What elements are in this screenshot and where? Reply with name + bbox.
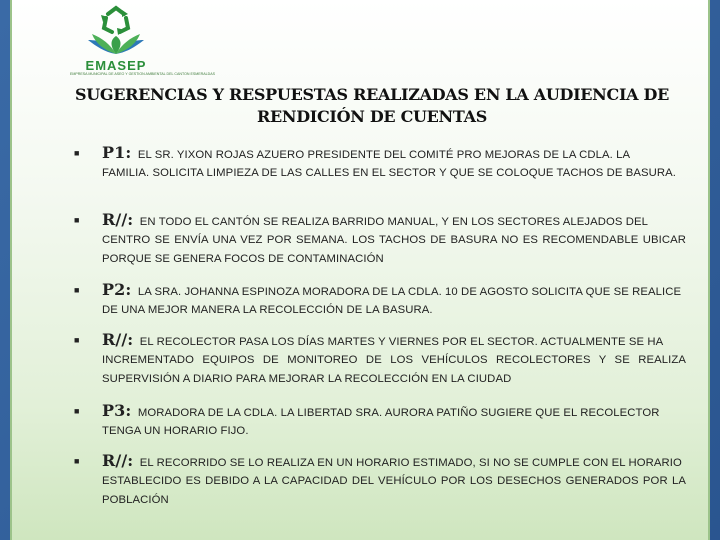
logo-wordmark: EMASEP [85,58,147,73]
square-bullet-icon: ■ [74,215,80,225]
item-text-rest: INCREMENTADO EQUIPOS DE MONITOREO DE LOS VEHÍCULOS RECOLECTORES Y SE REALIZA SUPERVISIÓN A DIARIO PARA MEJORAR LA RECOLECCIÓN EN LA CIUDAD [102,354,686,385]
item-text-rest: ESTABLECIDO ES DEBIDO A LA CAPACIDAD DEL VEHÍCULO POR LOS DESECHOS GENERADOS POR LA POBLACIÓN [102,475,686,506]
item-label: P2: [102,280,132,299]
item-text-first: EL SR. YIXON ROJAS AZUERO PRESIDENTE DEL COMITÉ PRO MEJORAS DE LA CDLA. LA [137,149,631,161]
page-title: SUGERENCIAS Y RESPUESTAS REALIZADAS EN LA AUDIENCIA DE RENDICIÓN DE CUENTAS [75,85,669,126]
square-bullet-icon: ■ [74,456,80,466]
item-label: P3: [102,401,132,420]
emasep-logo [70,4,216,78]
recycle-lotus-icon [70,4,162,60]
item-text-rest: DE UNA MEJOR MANERA LA RECOLECCIÓN DE LA BASURA. [102,304,433,316]
item-label: R//: [102,210,134,229]
logo-subtitle: EMPRESA MUNICIPAL DE ASEO Y GESTION AMBIENTAL DEL CANTON ESMERALDAS [70,72,216,76]
item-text-first: MORADORA DE LA CDLA. LA LIBERTAD SRA. AURORA PATIÑO SUGIERE QUE EL RECOLECTOR [137,407,660,419]
item-text-first: EL RECOLECTOR PASA LOS DÍAS MARTES Y VIERNES POR EL SECTOR. ACTUALMENTE SE HA [139,336,664,348]
item-text-first: EN TODO EL CANTÓN SE REALIZA BARRIDO MANUAL, Y EN LOS SECTORES ALEJADOS DEL [139,216,649,228]
item-text-rest: FAMILIA. SOLICITA LIMPIEZA DE LAS CALLES EN EL SECTOR Y QUE SE COLOQUE TACHOS DE BASURA. [102,167,677,179]
item-text-first: LA SRA. JOHANNA ESPINOZA MORADORA DE LA CDLA. 10 DE AGOSTO SOLICITA QUE SE REALICE [137,286,682,298]
item-text-rest: CENTRO SE ENVÍA UNA VEZ POR SEMANA. LOS TACHOS DE BASURA NO ES RECOMENDABLE UBICAR PORQUE SE GENERA FOCOS DE CONTAMINACIÓN [102,234,686,265]
item-text-first: EL RECORRIDO SE LO REALIZA EN UN HORARIO ESTIMADO, SI NO SE CUMPLE CON EL HORARIO [139,457,682,469]
item-label: R//: [102,451,134,470]
square-bullet-icon: ■ [74,335,80,345]
item-text-rest: TENGA UN HORARIO FIJO. [102,425,249,437]
square-bullet-icon: ■ [74,285,80,295]
square-bullet-icon: ■ [74,148,80,158]
item-label: R//: [102,330,134,349]
square-bullet-icon: ■ [74,406,80,416]
content-panel [10,0,710,540]
item-label: P1: [102,143,132,162]
